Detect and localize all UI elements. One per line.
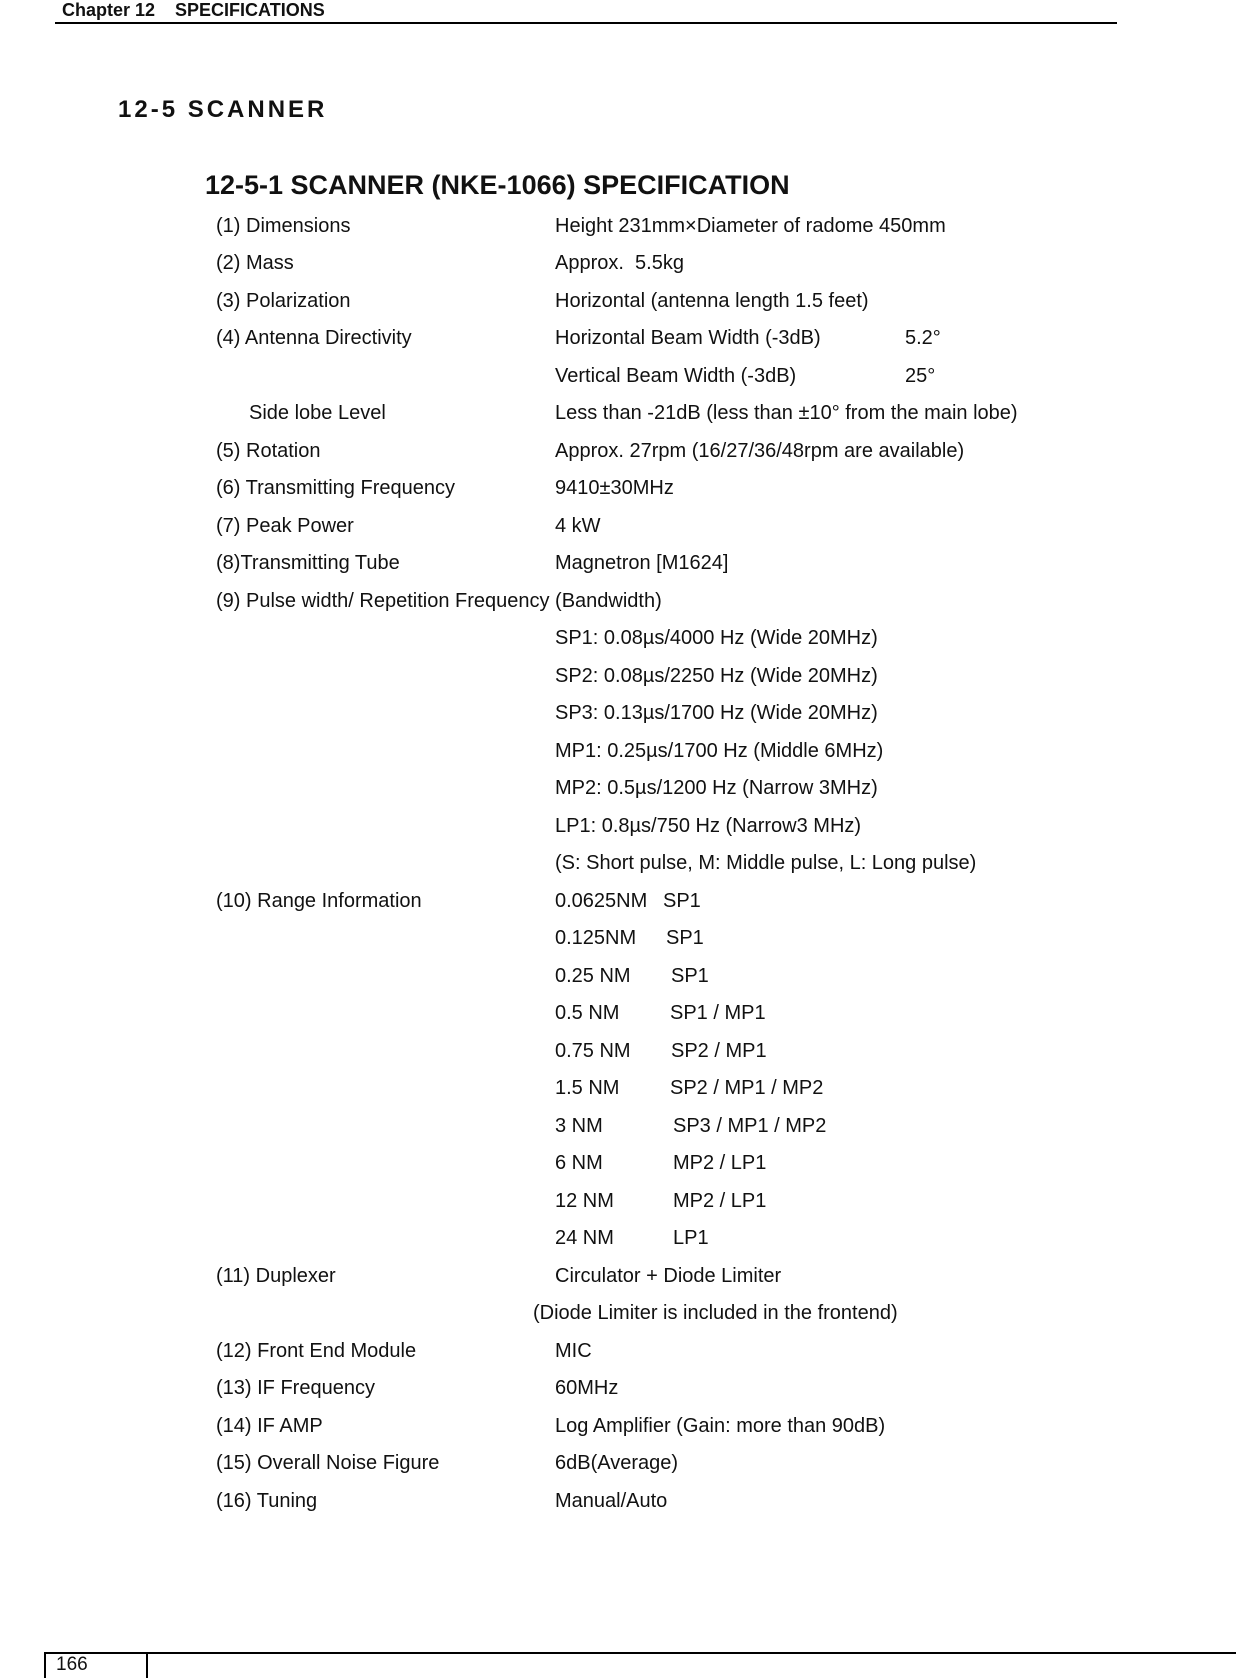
page-number: 166 xyxy=(56,1654,88,1675)
range-pulse: MP2 / LP1 xyxy=(673,1152,767,1174)
spec-value: Circulator + Diode Limiter xyxy=(555,1265,782,1287)
spec-label: (9) Pulse width/ Repetition Frequency (Bandwidth) xyxy=(216,590,662,612)
pulse-item: SP3: 0.13µs/1700 Hz (Wide 20MHz) xyxy=(555,702,878,724)
range-pulse: SP2 / MP1 xyxy=(671,1040,767,1062)
pulse-item: SP1: 0.08µs/4000 Hz (Wide 20MHz) xyxy=(555,627,878,649)
spec-value: Approx. 5.5kg xyxy=(555,252,684,274)
spec-label: (11) Duplexer xyxy=(216,1265,336,1287)
range-value: 0.75 NM xyxy=(555,1040,631,1062)
range-value: 3 NM xyxy=(555,1115,603,1137)
spec-label: (13) IF Frequency xyxy=(216,1377,375,1399)
spec-value: 9410±30MHz xyxy=(555,477,674,499)
range-value: 12 NM xyxy=(555,1190,614,1212)
section-title: 12-5 SCANNER xyxy=(118,96,328,123)
spec-value: Height 231mm×Diameter of radome 450mm xyxy=(555,215,946,237)
range-value: 0.125NM xyxy=(555,927,637,949)
spec-label: (14) IF AMP xyxy=(216,1415,323,1437)
range-pulse: MP2 / LP1 xyxy=(673,1190,767,1212)
spec-label: (3) Polarization xyxy=(216,290,351,312)
spec-label: (8)Transmitting Tube xyxy=(216,552,400,574)
footer-rule xyxy=(44,1652,1236,1654)
spec-label: (12) Front End Module xyxy=(216,1340,417,1362)
range-value: 0.5 NM xyxy=(555,1002,620,1024)
spec-value: Log Amplifier (Gain: more than 90dB) xyxy=(555,1415,886,1437)
range-value: 0.0625NM xyxy=(555,890,648,912)
spec-value: Less than -21dB (less than ±10° from the main lobe) xyxy=(555,402,1018,424)
spec-value: MIC xyxy=(555,1340,592,1362)
range-pulse: SP1 xyxy=(671,965,709,987)
range-value: 24 NM xyxy=(555,1227,614,1249)
pulse-note: (S: Short pulse, M: Middle pulse, L: Long pulse) xyxy=(555,852,977,874)
spec-value: 4 kW xyxy=(555,515,601,537)
range-value: 1.5 NM xyxy=(555,1077,620,1099)
spec-label: Side lobe Level xyxy=(249,402,386,424)
pulse-item: SP2: 0.08µs/2250 Hz (Wide 20MHz) xyxy=(555,665,878,687)
pulse-item: LP1: 0.8µs/750 Hz (Narrow3 MHz) xyxy=(555,815,862,837)
pulse-item: MP1: 0.25µs/1700 Hz (Middle 6MHz) xyxy=(555,740,884,762)
range-pulse: SP1 / MP1 xyxy=(670,1002,766,1024)
spec-label: (1) Dimensions xyxy=(216,215,351,237)
spec-sublabel: Horizontal Beam Width (-3dB) xyxy=(555,327,821,349)
range-value: 6 NM xyxy=(555,1152,603,1174)
spec-label: (5) Rotation xyxy=(216,440,321,462)
spec-label: (6) Transmitting Frequency xyxy=(216,477,455,499)
range-pulse: SP1 xyxy=(666,927,704,949)
spec-value: Approx. 27rpm (16/27/36/48rpm are available) xyxy=(555,440,965,462)
spec-label: (10) Range Information xyxy=(216,890,422,912)
spec-value: 60MHz xyxy=(555,1377,619,1399)
range-pulse: SP1 xyxy=(663,890,701,912)
range-value: 0.25 NM xyxy=(555,965,631,987)
spec-value: 25° xyxy=(905,365,936,387)
spec-label: (7) Peak Power xyxy=(216,515,354,537)
spec-value: Horizontal (antenna length 1.5 feet) xyxy=(555,290,869,312)
range-pulse: SP3 / MP1 / MP2 xyxy=(673,1115,827,1137)
chapter-title: Chapter 12 SPECIFICATIONS xyxy=(62,0,325,20)
spec-note: (Diode Limiter is included in the frontend) xyxy=(533,1302,898,1324)
range-pulse: SP2 / MP1 / MP2 xyxy=(670,1077,824,1099)
chapter-header xyxy=(55,0,1117,24)
subsection-title: 12-5-1 SCANNER (NKE-1066) SPECIFICATION xyxy=(205,170,790,200)
spec-sublabel: Vertical Beam Width (-3dB) xyxy=(555,365,797,387)
spec-label: (15) Overall Noise Figure xyxy=(216,1452,440,1474)
spec-value: 6dB(Average) xyxy=(555,1452,679,1474)
spec-value: Manual/Auto xyxy=(555,1490,668,1512)
spec-label: (4) Antenna Directivity xyxy=(216,327,412,349)
spec-value: 5.2° xyxy=(905,327,941,349)
spec-value: Magnetron [M1624] xyxy=(555,552,729,574)
pulse-item: MP2: 0.5µs/1200 Hz (Narrow 3MHz) xyxy=(555,777,878,799)
range-pulse: LP1 xyxy=(673,1227,709,1249)
spec-label: (16) Tuning xyxy=(216,1490,318,1512)
spec-label: (2) Mass xyxy=(216,252,294,274)
